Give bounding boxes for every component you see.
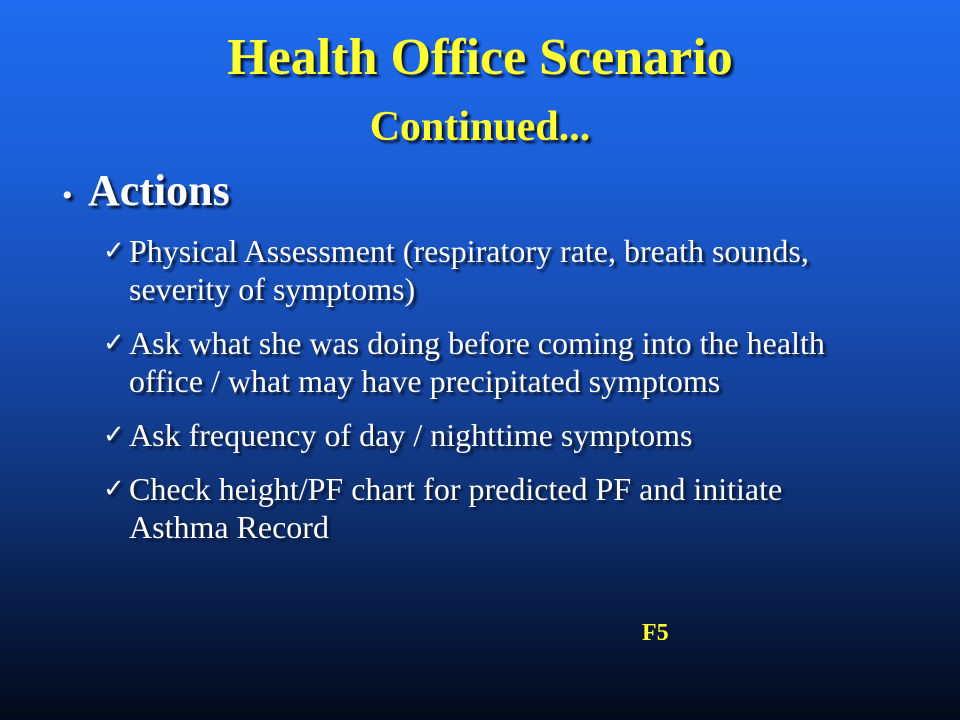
bullet-label: Actions bbox=[88, 166, 230, 215]
footer-code: F5 bbox=[642, 620, 669, 646]
slide-subtitle: Continued... bbox=[369, 104, 591, 150]
checkmark-icon: ✓ bbox=[103, 236, 125, 266]
slide-title: Health Office Scenario bbox=[227, 29, 733, 86]
action-item-text: Ask frequency of day / nighttime symptoms bbox=[129, 417, 693, 453]
action-item-physical-assessment bbox=[103, 232, 863, 308]
bullet-dot-icon: • bbox=[62, 179, 73, 212]
action-item-ask-activity bbox=[103, 324, 863, 400]
action-list bbox=[103, 232, 863, 562]
action-item-text: Ask what she was doing before coming into the health office / what may have precipitated symptoms bbox=[129, 325, 825, 399]
bullet-actions bbox=[62, 166, 230, 216]
checkmark-icon: ✓ bbox=[103, 474, 125, 504]
action-item-text: Check height/PF chart for predicted PF and initiate Asthma Record bbox=[129, 471, 783, 545]
checkmark-icon: ✓ bbox=[103, 420, 125, 450]
action-item-text: Physical Assessment (respiratory rate, breath sounds, severity of symptoms) bbox=[129, 233, 809, 307]
action-item-ask-frequency bbox=[103, 416, 863, 454]
checkmark-icon: ✓ bbox=[103, 328, 125, 358]
action-item-check-chart bbox=[103, 470, 863, 546]
